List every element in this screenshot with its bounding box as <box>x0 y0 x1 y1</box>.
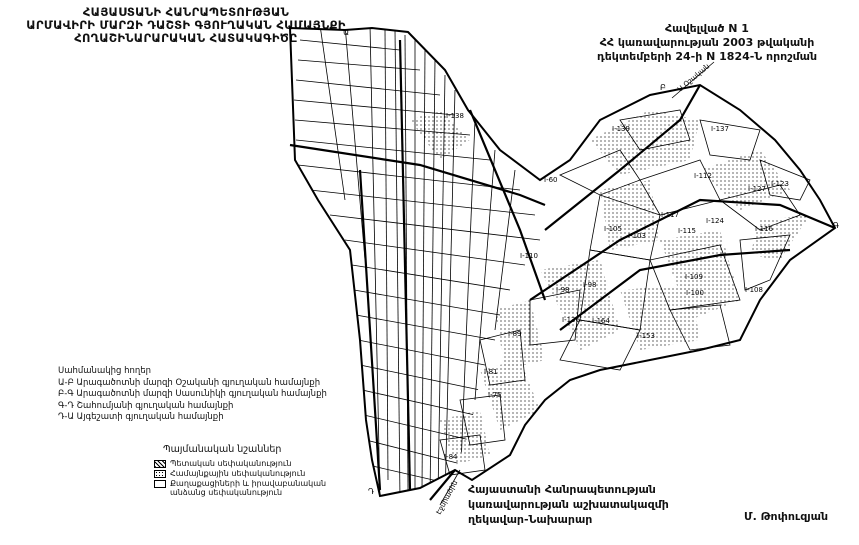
boundary-item: Բ-Գ Արագածոտնի մարզի Սասունիկի գյուղական համայնքի <box>58 389 327 399</box>
legend <box>154 459 326 498</box>
corner-label-d: Դ <box>368 487 375 496</box>
western-field-grid <box>294 25 540 500</box>
parcel-label: I-100 <box>686 289 704 297</box>
legend-title: Պայմանական նշաններ <box>163 444 282 455</box>
signature-line-1: Հայաստանի Հանրապետության <box>468 483 656 496</box>
title-line-2: ԱՐՄԱՎԻՐԻ ՄԱՐԶԻ ԴԱՇՏԻ ԳՅՈՒՂԱԿԱՆ ՀԱՄԱՅՆՔԻ <box>26 18 346 32</box>
parcel-label: I-81 <box>484 368 498 376</box>
parcel-label: I-112 <box>694 172 712 180</box>
signature-line-3: ղեկավար-Նախարար <box>468 513 593 526</box>
parcel-label: I-115 <box>678 227 696 235</box>
parcel-label: I-164 <box>592 317 610 325</box>
signature-block <box>468 482 669 527</box>
parcel-label: I-105 <box>604 225 622 233</box>
empty-swatch-icon <box>154 480 166 488</box>
parcel-label: I-84 <box>444 453 458 461</box>
neighboring-lands-heading: Սահմանակից հողեր <box>58 366 152 376</box>
parcel-label: I-124 <box>706 217 724 225</box>
parcel-label: I-98 <box>583 281 597 289</box>
parcel-label: I-137 <box>711 125 729 133</box>
neighboring-lands-note <box>58 366 327 424</box>
title-line-3: ՀՈՂԱՇԻՆԱՐԱՐԱԿԱՆ ՀԱՏԱԿԱԳԻԾԸ <box>74 31 298 45</box>
dots-swatch-icon <box>154 470 166 478</box>
parcel-label: I-108 <box>745 286 763 294</box>
parcel-label: I-117 <box>661 211 679 219</box>
parcel-label: I-123 <box>771 180 789 188</box>
parcel-label: I-153 <box>637 332 655 340</box>
corner-label-b: Բ <box>660 83 666 92</box>
parcel-label: I-136 <box>562 316 580 324</box>
parcel-label: I-138 <box>446 112 464 120</box>
hatch-swatch-icon <box>154 460 166 468</box>
corner-label-a: Ա <box>343 28 350 37</box>
parcel-label: I-103 <box>628 232 646 240</box>
title-line-1: ՀԱՅԱՍՏԱՆԻ ՀԱՆՐԱՊԵՏՈՒԹՅԱՆ <box>82 5 290 19</box>
parcel-label: I-116 <box>755 225 773 233</box>
legend-item-community <box>154 469 326 478</box>
corner-label-g: Գ <box>833 221 840 230</box>
legend-label: Պետական սեփականություն <box>170 459 292 468</box>
legend-label: Քաղաքացիների և իրավաբանական <box>170 479 327 488</box>
parcel-label: I-98 <box>556 286 570 294</box>
legend-label: Համայնքային սեփականություն <box>170 469 306 478</box>
legend-item-private <box>154 479 326 497</box>
annex-line-1: Հավելված N 1 <box>665 22 749 35</box>
parcel-label: I-89 <box>508 330 522 338</box>
signature-line-2: կառավարության աշխատակազմի <box>468 498 669 511</box>
parcel-label: I-60 <box>544 176 558 184</box>
annex-line-3: դեկտեմբերի 24-ի N 1824-Ն որոշման <box>596 50 818 63</box>
road-label-ejmiatsin: Էջմիածին <box>434 479 460 516</box>
boundary-item: Ա-Բ Արագածոտնի մարզի Օշականի գյուղական համայնքի <box>58 377 321 388</box>
boundary-item: Գ-Դ Շահումյանի գյուղական համայնքի <box>58 400 234 411</box>
parcel-label: I-75 <box>488 391 502 399</box>
parcel-label: I-110 <box>520 252 538 260</box>
parcel-label: I-109 <box>685 273 703 281</box>
legend-label: անձանց սեփականություն <box>170 488 283 497</box>
legend-item-state <box>154 459 326 468</box>
parcel-label: I-127 <box>748 185 766 193</box>
boundary-item: Դ-Ա Այգեշատի գյուղական համայնքի <box>58 412 224 422</box>
road-label-oshakan: Ա.Օշական <box>676 62 712 94</box>
annex-line-2: ՀՀ կառավարության 2003 թվականի <box>599 36 815 49</box>
parcel-label: I-139 <box>612 125 630 133</box>
signer-name: Մ. Թոփուզյան <box>744 510 829 523</box>
